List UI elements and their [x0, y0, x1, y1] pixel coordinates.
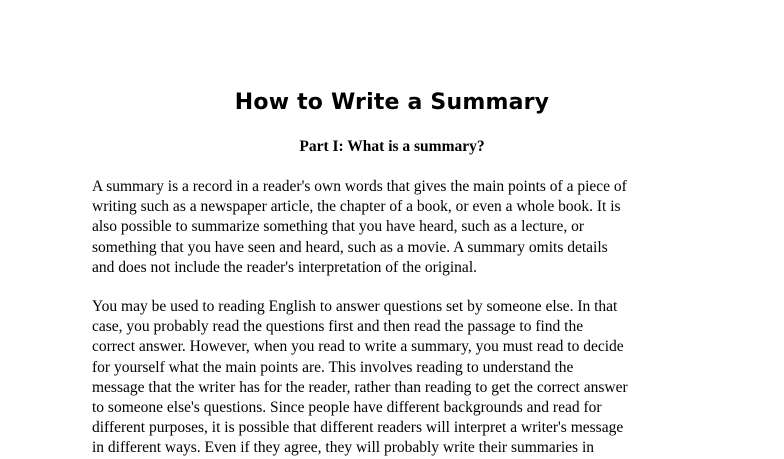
paragraph-line: writing such as a newspaper article, the chapter of a book, or even a whole book. It is	[92, 198, 621, 216]
section-heading: Part I: What is a summary?	[299, 138, 485, 155]
paragraph-2	[92, 297, 732, 459]
paragraph-line: case, you probably read the questions first and then read the passage to find the	[92, 318, 584, 336]
paragraph-line: message that the writer has for the reader, rather than reading to get the correct answer	[92, 378, 628, 396]
paragraph-line: and does not include the reader's interpretation of the original.	[92, 258, 477, 276]
paragraph-line: for yourself what the main points are. This involves reading to understand the	[92, 358, 574, 376]
paragraph-line: to someone else's questions. Since people have different backgrounds and read for	[92, 399, 602, 417]
paragraph-line: also possible to summarize something that you have heard, such as a lecture, or	[92, 218, 584, 236]
paragraph-1	[92, 177, 732, 278]
document-title: How to Write a Summary	[234, 90, 550, 115]
paragraph-line: different purposes, it is possible that different readers will interpret a writer's message	[92, 419, 624, 437]
paragraph-line: A summary is a record in a reader's own words that gives the main points of a piece of	[92, 178, 627, 195]
paragraph-line: in different ways. Even if they agree, they will probably write their summaries in	[92, 439, 595, 457]
paragraph-line: correct answer. However, when you read to write a summary, you must read to decide	[92, 338, 624, 356]
paragraph-line: something that you have seen and heard, such as a movie. A summary omits details	[92, 238, 608, 256]
paragraph-line: You may be used to reading English to answer questions set by someone else. In that	[92, 298, 618, 315]
